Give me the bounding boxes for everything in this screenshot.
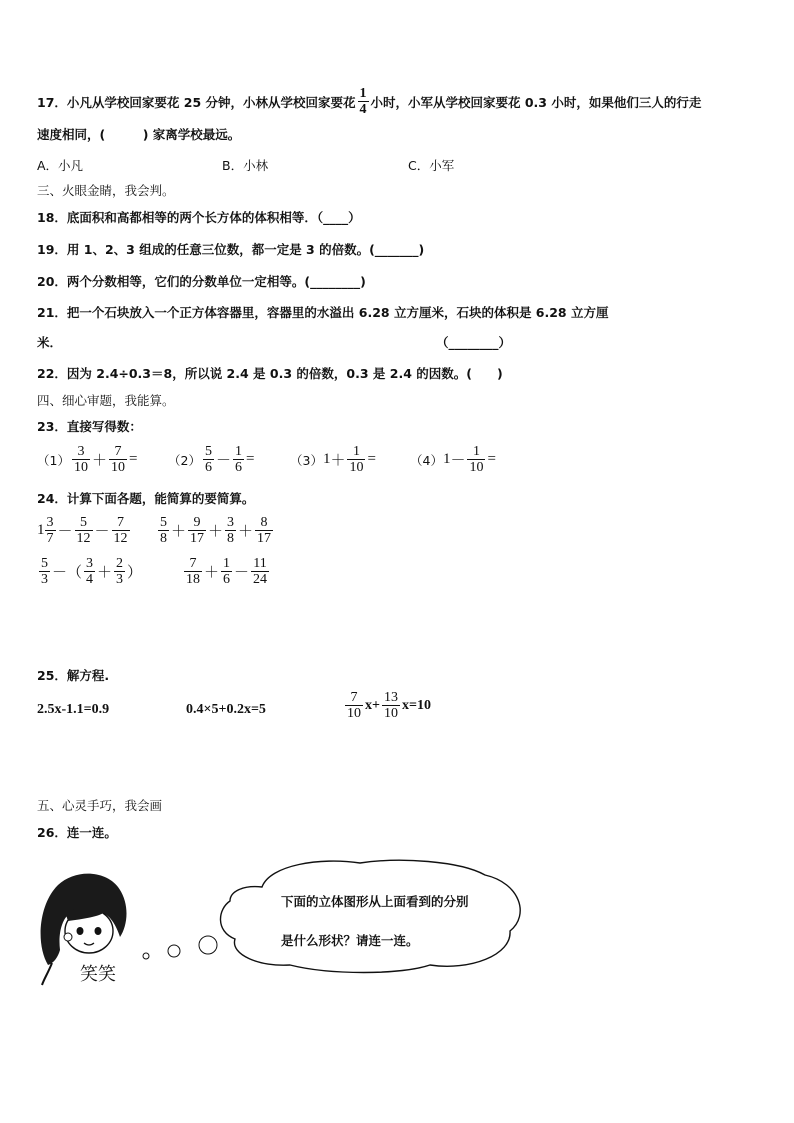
operator: － [94, 524, 110, 540]
fraction: $\frac{1}{10}$ [469, 444, 484, 475]
q17-text-part1: 17．小凡从学校回家要花 25 分钟，小林从学校回家要花 [37, 94, 356, 110]
q17-option-b: B．小林 [222, 158, 269, 173]
operator: ＋ [204, 565, 220, 581]
operator: ＋ [208, 524, 224, 540]
section-4-heading: 四、细心审题，我能算。 [37, 393, 175, 408]
whole-number: 1 [442, 451, 451, 467]
q23-item-2 [168, 444, 254, 475]
fraction: $\frac{5}{6}$ [204, 444, 212, 475]
q21-answer-blank: （________） [436, 335, 512, 350]
fraction: $\frac{7}{10}$ [110, 444, 125, 475]
q17-option-a: A．小凡 [37, 158, 84, 173]
fraction: $\frac{3}{8}$ [227, 515, 235, 546]
bubble-text-line1: 下面的立体图形从上面看到的分别 [281, 894, 469, 909]
equals-sign: = [128, 451, 138, 467]
fraction: $\frac{5}{3}$ [41, 556, 48, 587]
fraction: $\frac{9}{17}$ [190, 515, 205, 546]
q26-title: 26．连一连。 [37, 825, 117, 840]
operator: －（ [52, 565, 83, 581]
q23-title: 23．直接写得数： [37, 419, 142, 434]
q22: 22．因为 2.4÷0.3＝8，所以说 2.4 是 0.3 的倍数，0.3 是 2.4 的因数。( ) [37, 366, 503, 381]
item-label: （1） [37, 452, 70, 468]
bubble-text-line2: 是什么形状？请连一连。 [281, 933, 419, 948]
q23-item-3 [290, 444, 376, 475]
q17-fraction [358, 86, 369, 117]
equals-sign: = [487, 451, 496, 467]
fraction: $\frac{3}{7}$ [46, 515, 54, 546]
section-5-heading: 五、心灵手巧，我会画 [37, 798, 163, 813]
q25-title: 25．解方程. [37, 668, 110, 683]
item-label: （2） [168, 452, 201, 468]
q25-equation-3 [343, 690, 431, 721]
equation-text: x+ [365, 697, 380, 713]
q18: 18．底面积和高都相等的两个长方体的体积相等．（____） [37, 210, 361, 225]
equation-text: x=10 [401, 697, 431, 713]
item-label: （3） [290, 452, 323, 468]
fraction: $\frac{7}{18}$ [186, 556, 200, 587]
fraction: $\frac{8}{17}$ [257, 515, 272, 546]
fraction: $\frac{5}{12}$ [76, 515, 91, 546]
fraction: $\frac{7}{12}$ [113, 515, 128, 546]
item-label: （4） [410, 452, 443, 468]
q17-line1 [37, 86, 701, 117]
operator: ＋ [238, 524, 254, 540]
fraction: $\frac{13}{10}$ [383, 690, 398, 721]
q23-item-1 [37, 444, 137, 475]
fraction: $\frac{11}{24}$ [253, 556, 268, 587]
q19: 19．用 1、2、3 组成的任意三位数，都一定是 3 的倍数。(_______) [37, 242, 425, 257]
operator: ＋ [171, 524, 187, 540]
q24-expression-2 [156, 515, 275, 546]
q17-option-c: C．小军 [408, 158, 455, 173]
section-3-heading: 三、火眼金睛，我会判。 [37, 183, 175, 198]
girl-name-label: 笑笑 [80, 964, 116, 985]
fraction: $\frac{3}{4}$ [86, 556, 94, 587]
fraction: $\frac{1}{10}$ [349, 444, 364, 475]
fraction: $\frac{1}{6}$ [234, 444, 242, 475]
thought-dot-small [143, 953, 149, 959]
fraction: $\frac{5}{8}$ [160, 515, 167, 546]
q24-expression-1 [37, 515, 132, 546]
thought-cloud [220, 860, 520, 972]
fraction-denominator: 4 [359, 102, 367, 117]
q21-line2: 米． [37, 335, 63, 350]
q23-item-4 [410, 444, 496, 475]
whole-number: 1 [322, 451, 331, 467]
q24-expression-3 [37, 556, 142, 587]
q25-equation-1: 2.5x-1.1=0.9 [37, 702, 110, 717]
q25-equation-2: 0.4×5+0.2x=5 [186, 702, 266, 717]
q21-line1: 21．把一个石块放入一个正方体容器里，容器里的水溢出 6.28 立方厘米，石块的体积是 6.28 立方厘 [37, 305, 609, 320]
operator: － [234, 565, 250, 581]
fraction: $\frac{1}{6}$ [223, 556, 231, 587]
equals-sign: = [245, 451, 255, 467]
fraction: $\frac{3}{10}$ [73, 444, 88, 475]
fraction: $\frac{2}{3}$ [116, 556, 124, 587]
operator: ＋ [330, 453, 346, 469]
thought-dot-large [199, 936, 217, 954]
close-paren: ） [127, 565, 143, 581]
equals-sign: = [367, 451, 376, 467]
fraction: $\frac{7}{10}$ [347, 690, 361, 721]
q24-expression-4 [182, 556, 271, 587]
operator: ＋ [97, 565, 113, 581]
whole-number: 1 [37, 522, 45, 538]
operator: － [450, 453, 466, 469]
thought-dot-medium [168, 945, 180, 957]
q17-line2: 速度相同，( ) 家离学校最远。 [37, 127, 241, 142]
q20: 20．两个分数相等，它们的分数单位一定相等。(________) [37, 274, 366, 289]
operator: ＋ [91, 453, 107, 469]
fraction-numerator: 1 [359, 86, 367, 101]
q24-title: 24．计算下面各题，能简算的要简算。 [37, 491, 255, 506]
operator: － [57, 524, 73, 540]
operator: － [215, 453, 231, 469]
q17-text-part2: 小时，小军从学校回家要花 0.3 小时，如果他们三人的行走 [370, 94, 702, 110]
